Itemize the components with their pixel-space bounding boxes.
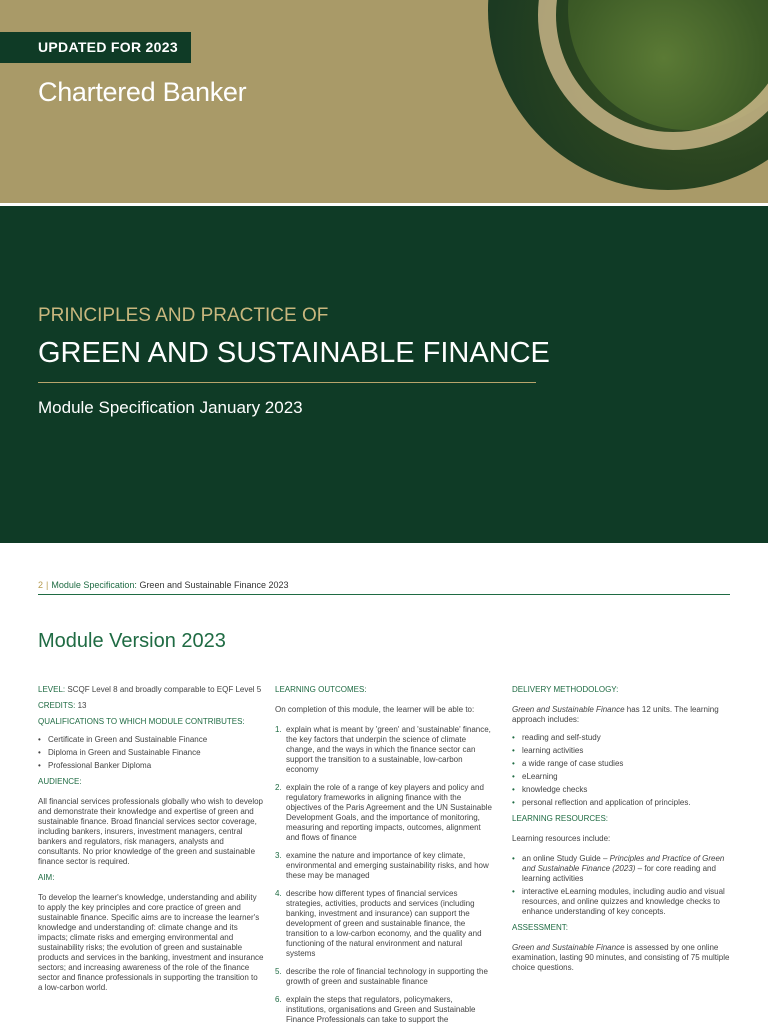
outcome-number: 2.: [275, 783, 282, 792]
credits-value: 13: [77, 701, 87, 710]
outcomes-list: [275, 725, 492, 1025]
outcome-number: 5.: [275, 967, 282, 976]
outcome-text: describe the role of financial technology in supporting the growth of green and sustainable finance: [286, 967, 488, 986]
header-rule: [38, 594, 730, 595]
list-item: • Certificate in Green and Sustainable Finance: [38, 735, 264, 745]
cover-header-band: [0, 0, 768, 203]
delivery-heading: DELIVERY METHODOLOGY:: [512, 685, 619, 694]
resource-post: – for core reading and learning activities: [522, 864, 716, 883]
outcome-text: examine the nature and importance of key climate, environmental and emerging sustainability risks, and how these may be managed: [286, 851, 489, 880]
credits-label: CREDITS:: [38, 701, 76, 710]
header-separator: |: [46, 580, 49, 590]
assessment-description: is assessed by one online examination, lasting 90 minutes, and consisting of 75 multiple choice questions.: [512, 943, 730, 972]
list-item: • Diploma in Green and Sustainable Finance: [38, 748, 264, 758]
list-item: • personal reflection and application of principles.: [512, 798, 730, 808]
audience-text: All financial services professionals globally who wish to develop and demonstrate their knowledge and expertise of green and sustainable finance. Broad financial services sector coverage, including bankers, insurers, investment managers, central bankers and regulators, risk managers, analysts and consultants. No prior knowledge of the green and sustainable finance sector is required.: [38, 797, 264, 866]
outcome-number: 4.: [275, 889, 282, 898]
section-title: Module Version 2023: [38, 630, 226, 652]
aim-text: To develop the learner's knowledge, understanding and ability to apply the key principles and core practice of green and sustainable finance. Specific aims are to increase the learner's knowledge and understanding of: climate change and its impacts; climate risks and emerging environmental and sustainability risks; the evolution of green and sustainable products and services in the banking, investment and insurance sectors; and increasing awareness of the role of the finance sector and finance professionals in supporting the transition to a low-carbon world.: [38, 893, 264, 992]
outcomes-heading: LEARNING OUTCOMES:: [275, 685, 367, 694]
cover-title: GREEN AND SUSTAINABLE FINANCE: [38, 337, 550, 369]
list-item: [275, 967, 492, 987]
list-item: [275, 995, 492, 1025]
outcome-text: explain the steps that regulators, policymakers, institutions, organisations and Green and Sustainable Finance Professionals can take to support the: [286, 995, 476, 1024]
outcome-text: explain what is meant by 'green' and 'sustainable' finance, the key factors that underpin the science of climate change, and the ways in which the finance sector can support the transition to a sustainable, low-carbon economy: [286, 725, 491, 774]
list-item: [275, 851, 492, 881]
quals-heading: QUALIFICATIONS TO WHICH MODULE CONTRIBUTES:: [38, 717, 245, 726]
column-learning-outcomes: [275, 685, 492, 1033]
page-number: 2: [38, 580, 44, 590]
level-value: SCQF Level 8 and broadly comparable to EQF Level 5: [67, 685, 262, 694]
delivery-text: [512, 705, 730, 725]
cover-subtitle: Module Specification January 2023: [38, 398, 303, 417]
outcomes-intro: On completion of this module, the learner will be able to:: [275, 705, 475, 714]
brand-logo-text: Chartered Banker: [38, 77, 247, 107]
outcome-text: explain the role of a range of key players and policy and regulatory frameworks in aligning finance with the objectives of the Paris Agreement and the UN Sustainable Development Goals, and the importance of monitoring, measuring and reporting impacts, outcomes, alignment and flows of finance: [286, 783, 492, 842]
level-line: [38, 685, 264, 695]
credits-line: [38, 701, 264, 711]
resources-heading: LEARNING RESOURCES:: [512, 814, 609, 823]
delivery-description: has 12 units. The learning approach includes:: [512, 705, 719, 724]
outcome-number: 6.: [275, 995, 282, 1004]
quals-list: [38, 735, 264, 771]
aim-heading: AIM:: [38, 873, 55, 882]
running-label: Module Specification:: [51, 580, 137, 590]
list-item: [275, 889, 492, 959]
outcome-text: describe how different types of financial services strategies, activities, products and services (including banking, investment and insurance) can support the development of green and sustainable finance, the transition to a low-carbon economy, and the quality and functioning of the natural environment and natural systems: [286, 889, 482, 958]
delivery-module-name: Green and Sustainable Finance: [512, 705, 625, 714]
outcome-number: 1.: [275, 725, 282, 734]
list-item: • Professional Banker Diploma: [38, 761, 264, 771]
audience-heading: AUDIENCE:: [38, 777, 82, 786]
list-item: • learning activities: [512, 746, 730, 756]
column-delivery: [512, 685, 730, 973]
page-two: [0, 543, 768, 1024]
updated-badge: UPDATED FOR 2023: [0, 32, 191, 63]
column-overview: [38, 685, 264, 993]
cover-title-band: [0, 206, 768, 543]
list-item: • a wide range of case studies: [512, 759, 730, 769]
assessment-text: [512, 943, 730, 973]
resource-pre: an online Study Guide –: [522, 854, 610, 863]
running-header: [38, 578, 289, 592]
list-item: • eLearning: [512, 772, 730, 782]
list-item: [275, 725, 492, 775]
resources-list: [512, 854, 730, 917]
list-item: • interactive eLearning modules, including audio and visual resources, and online quizzes and knowledge checks to enhance understanding of key concepts.: [512, 887, 730, 917]
resources-intro: Learning resources include:: [512, 834, 611, 843]
assessment-module-name: Green and Sustainable Finance: [512, 943, 625, 952]
assessment-heading: ASSESSMENT:: [512, 923, 569, 932]
delivery-list: [512, 733, 730, 808]
study-guide-title: Principles and Practice of Green and Sustainable Finance (2023): [522, 854, 725, 873]
title-rule: [38, 382, 536, 383]
running-title: Green and Sustainable Finance 2023: [139, 580, 289, 590]
outcome-number: 3.: [275, 851, 282, 860]
list-item: [512, 854, 730, 884]
list-item: • reading and self-study: [512, 733, 730, 743]
list-item: [275, 783, 492, 843]
cover-kicker: PRINCIPLES AND PRACTICE OF: [38, 305, 329, 326]
list-item: • knowledge checks: [512, 785, 730, 795]
level-label: LEVEL:: [38, 685, 66, 694]
